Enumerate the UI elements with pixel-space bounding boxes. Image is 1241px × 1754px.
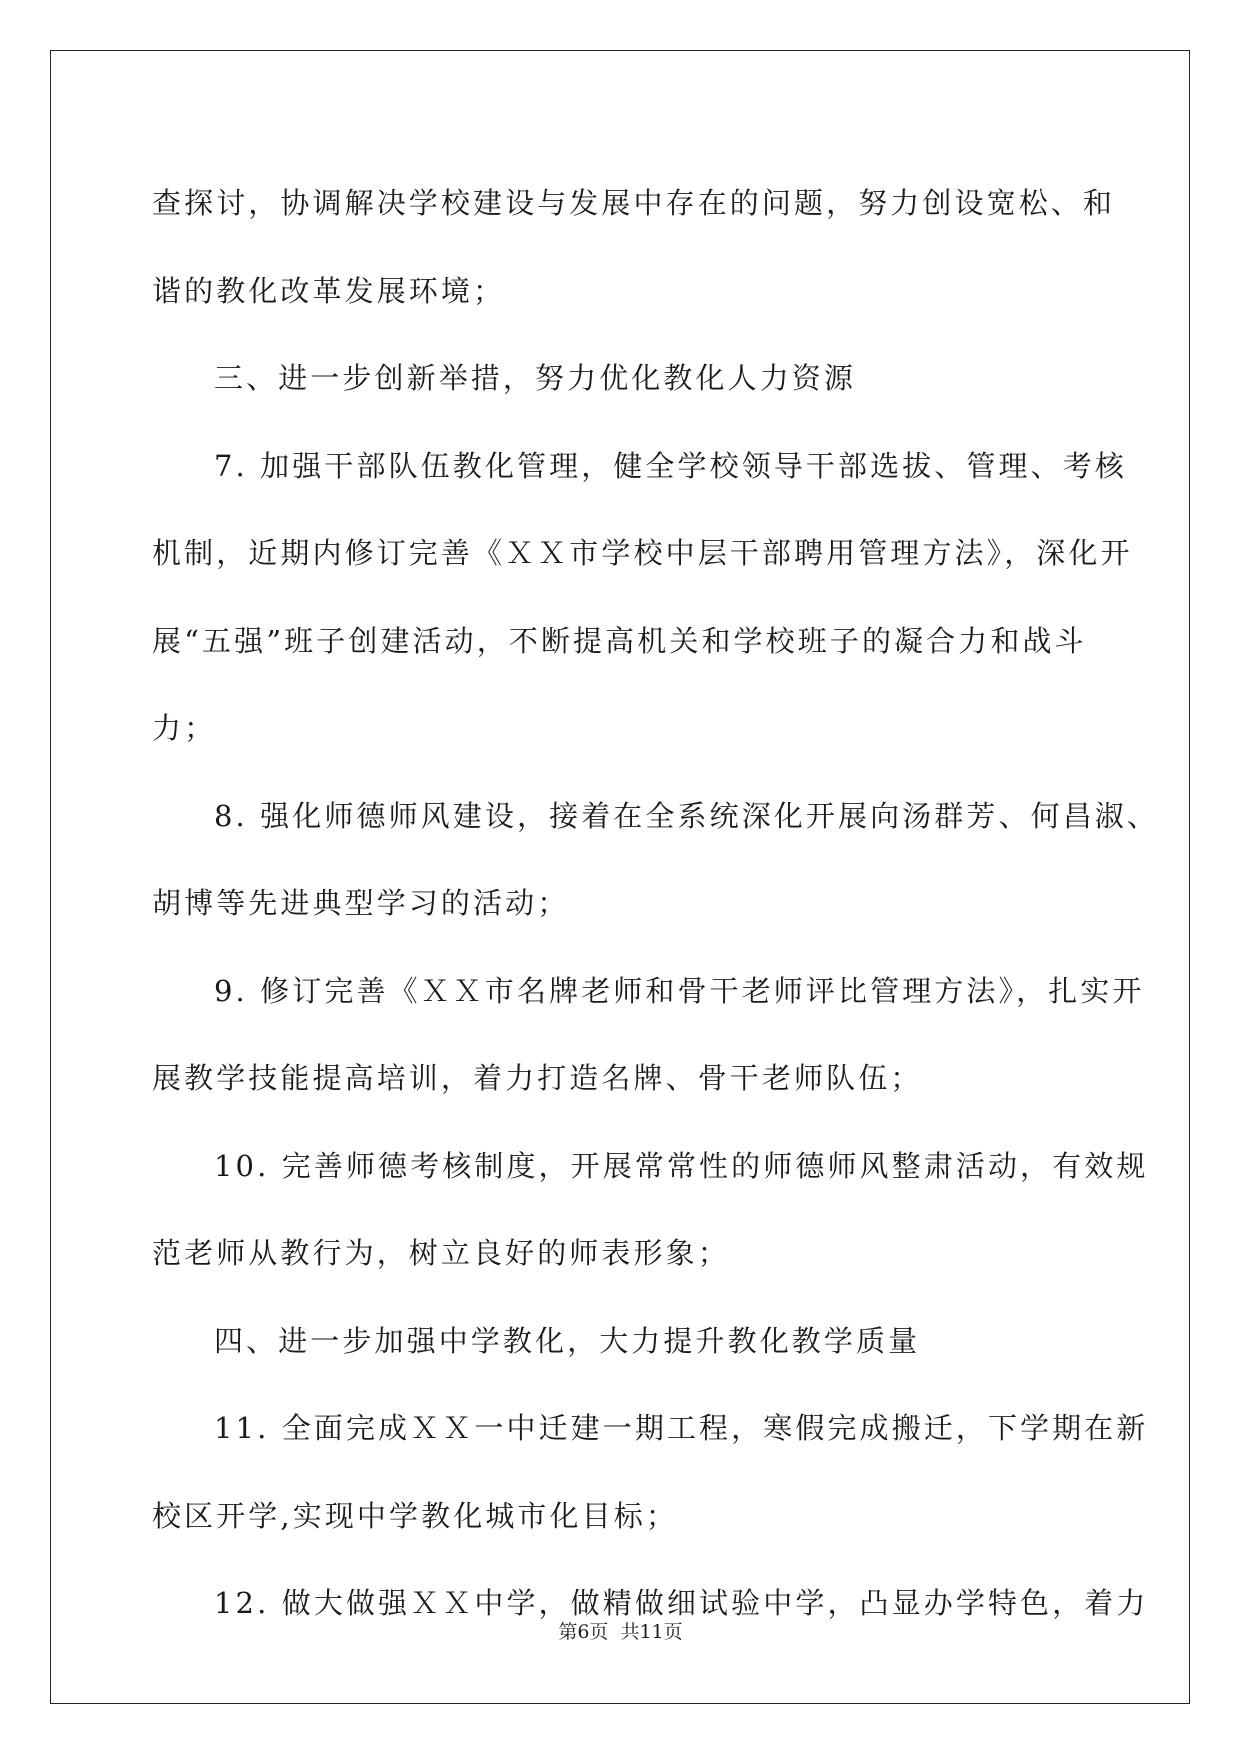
text-line: 8. 强化师德师风建设，接着在全系统深化开展向汤群芳、何昌淑、 [214,798,1159,833]
text-line: 谐的教化改革发展环境； [152,273,506,308]
text-line: 查探讨，协调解决学校建设与发展中存在的问题，努力创设宽松、和 [152,186,1116,220]
text-line: 校区开学,实现中学教化城市化目标； [152,1498,678,1533]
page-total: 共11页 [620,1621,683,1643]
page-footer [0,1617,1241,1644]
text-line: 10. 完善师德考核制度，开展常常性的师德师风整肃活动，有效规 [214,1148,1149,1183]
text-line: 机制，近期内修订完善《ＸＸ市学校中层干部聘用管理方法》，深化开 [152,536,1133,570]
section-heading: 三、进一步创新举措，努力优化教化人力资源 [214,361,857,395]
text-line: 力； [152,711,217,745]
section-heading: 四、进一步加强中学教化，大力提升教化教学质量 [214,1323,921,1358]
text-line: 范老师从教行为，树立良好的师表形象； [152,1236,730,1270]
text-line: 展教学技能提高培训，着力打造名牌、骨干老师队伍； [152,1061,923,1095]
text-line: 7. 加强干部队伍教化管理，健全学校领导干部选拔、管理、考核 [214,448,1127,483]
text-line: 9. 修订完善《ＸＸ市名牌老师和骨干老师评比管理方法》，扎实开 [214,973,1145,1008]
text-line: 胡博等先进典型学习的活动； [152,886,570,920]
text-line: 展“五强”班子创建活动，不断提高机关和学校班子的凝合力和战斗 [152,623,1087,658]
document-body [152,160,1159,1648]
text-line: 11. 全面完成ＸＸ一中迁建一期工程，寒假完成搬迁，下学期在新 [214,1411,1149,1445]
page-number: 第6页 [558,1621,609,1643]
text-line: 12. 做大做强ＸＸ中学，做精做细试验中学，凸显办学特色，着力 [214,1586,1149,1620]
